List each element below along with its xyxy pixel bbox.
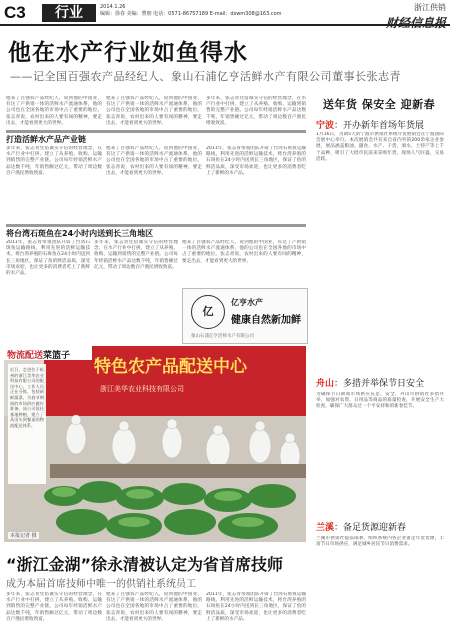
paper-name: 财经信息报 — [385, 16, 446, 30]
page-header — [0, 0, 450, 30]
section-rule — [6, 224, 306, 227]
article-paragraph: 多年来，张志青凭借诚实守信的经营理念，在水产行业中打拼，建立了从养殖、收购、运输到销售的完整产业链。公司每年经销活鲜水产品达数千吨，年销售额过亿元，带动了周边数百户渔民增收致富。 — [6, 146, 102, 176]
header-meta — [100, 4, 282, 18]
section-heading: 打造活鲜水产品产业链 — [6, 135, 86, 144]
article-paragraph: 2011年，张志青带领团队开辟了台湾石斑鱼运输路线，利用先进的活鲜运输技术，将台湾养殖的石斑鱼在24小时内送到长三角地区，保证了鱼的鲜活品质，深受市场欢迎，也让更多的消费者吃上了新鲜的水产品。 — [206, 146, 306, 176]
region-label: 浙江供销 — [414, 3, 446, 12]
editor-info: 编辑：徐春 美编：曹朋 电话：0571-86757189 E-mail：dswm308@163.com — [100, 11, 282, 17]
article-paragraph: 他来了百强农产品经纪人，说到他的中国业，有这了产供销一体的活鲜水产流通体系，他的公司也在全国各地的市场中占了重要的地位。张志青说，农村出来的人要有闯的精神，要走出去，才能看到更大的世界。 — [106, 146, 202, 176]
city-name: 宁波 — [316, 121, 335, 131]
article-paragraph: 他来了百强农产品经纪人，说到他的中国业，有这了产供销一体的活鲜水产流通体系，他的公司也在全国各地的市场中占了重要的地位。张志青说，农村出来的人要有闯的精神，要走出去，才能看到更大的世界。 — [6, 96, 102, 126]
headline-text: 备足货源迎新春 — [343, 523, 407, 533]
photo-credit: 本报记者 摄 — [10, 533, 37, 539]
bottom-headline: “浙江金湖”徐永清被认定为省首席技师 — [6, 555, 284, 574]
section-heading: 将台湾石斑鱼在24小时内送到长三角地区 — [6, 229, 154, 238]
article-paragraph: 1月16日，为期5天的宁波市供销社系统年货展销会在宁波国际会展中心举行。本次展销会共有来自省内外的200余家企业参展，展品涵盖粮油、副食、水产、干货、酒水、土特产等上千个品种，吸引了大批市民前来采购年货，现场人气旺盛，交易活跃。 — [316, 132, 444, 162]
news-headline-lanxi: 兰溪：备足货源迎新春 — [316, 523, 407, 533]
section-rule — [6, 130, 306, 133]
main-headline: 他在水产行业如鱼得水 — [8, 40, 248, 66]
article-paragraph: 兰溪市供销社提前部署，组织系统内各企业备足年货货源，丰富节日市场供应，满足城乡居民节日消费需求。 — [316, 536, 444, 548]
advertisement — [182, 288, 308, 344]
article-paragraph: 多年来，张志青凭借诚实守信的经营理念，在水产行业中打拼，建立了从养殖、收购、运输到销售的完整产业链。公司每年经销活鲜水产品达数千吨，年销售额过亿元，带动了周边数百户渔民增收致富。 — [94, 240, 178, 270]
article-paragraph: 他来了百强农产品经纪人，说到他的中国业，有这了产供销一体的活鲜水产流通体系，他的公司也在全国各地的市场中占了重要的地位。张志青说，农村出来的人要有闯的精神，要走出去，才能看到更大的世界。 — [182, 240, 306, 264]
article-paragraph: 他来了百强农产品经纪人，说到他的中国业，有这了产供销一体的活鲜水产流通体系，他的公司也在全国各地的市场中占了重要的地位。张志青说，农村出来的人要有闯的精神，要走出去，才能看到更大的世界。 — [106, 96, 202, 126]
article-paragraph: 他来了百强农产品经纪人，说到他的中国业，有这了产供销一体的活鲜水产流通体系，他的公司也在全国各地的市场中占了重要的地位。张志青说，农村出来的人要有闯的精神，要走出去，才能看到更大的世界。 — [106, 592, 202, 622]
article-paragraph: 多年来，张志青凭借诚实守信的经营理念，在水产行业中打拼，建立了从养殖、收购、运输到销售的完整产业链。公司每年经销活鲜水产品达数千吨，年销售额过亿元，带动了周边数百户渔民增收致富。 — [206, 96, 306, 126]
paper-masthead — [386, 2, 446, 31]
ad-company: 象山石浦亿亨活鲜水产有限公司 — [191, 334, 254, 339]
news-headline-ningbo: 宁波：开办新年首场年货展 — [316, 121, 425, 131]
page-code: C3 — [4, 3, 26, 22]
article-paragraph: 2011年，张志青带领团队开辟了台湾石斑鱼运输路线，利用先进的活鲜运输技术，将台湾养殖的石斑鱼在24小时内送到长三角地区，保证了鱼的鲜活品质，深受市场欢迎，也让更多的消费者吃上了新鲜的水产品。 — [206, 592, 306, 622]
article-paragraph: 为确保节日期间市场供应充足、安全，舟山市供销社多措并举，加强对农资、日用品等商品的质量检查，开展安全生产大检查，确保广大群众过一个平安祥和的新春佳节。 — [316, 392, 444, 410]
photo-caption-box — [8, 364, 46, 484]
section-label: 行业 — [42, 4, 96, 22]
ad-slogan: 健康自然新加鲜 — [231, 315, 301, 326]
headline-text: 开办新年首场年货展 — [343, 121, 425, 131]
city-name: 舟山 — [316, 379, 335, 389]
news-headline-zhoushan: 舟山：多措并举保节日安全 — [316, 379, 425, 389]
article-paragraph: 2011年，张志青带领团队开辟了台湾石斑鱼运输路线，利用先进的活鲜运输技术，将台湾养殖的石斑鱼在24小时内送到长三角地区，保证了鱼的鲜活品质，深受市场欢迎，也让更多的消费者吃上了新鲜的水产品。 — [6, 240, 90, 277]
news-photo — [4, 346, 306, 542]
banner-title: 特色农产品配送中心 — [94, 357, 247, 377]
article-paragraph: 多年来，张志青凭借诚实守信的经营理念，在水产行业中打拼，建立了从养殖、收购、运输到销售的完整产业链。公司每年经销活鲜水产品达数千吨，年销售额过亿元，带动了周边数百户渔民增收致富。 — [6, 592, 102, 622]
column-slogan: 送年货 保安全 迎新春 — [322, 98, 436, 111]
bottom-subheadline: 成为本届首席技师中唯一的供销社系统员工 — [6, 579, 196, 590]
subheadline: ——记全国百强农产品经纪人、象山石浦亿亨活鲜水产有限公司董事长张志青 — [10, 70, 401, 83]
company-logo: 亿 — [191, 295, 225, 329]
photo-headline-red: 物流配送 — [7, 351, 44, 361]
photo-caption: 近日，走进位于杭州的浙江美华农业科技有限公司的配送中心，工作人员正在分拣、包装新鲜蔬菜，为春节期间的市场供应做好准备。该公司依托基地种植，建立了从田头到餐桌的物流配送体系。 — [10, 367, 44, 428]
photo-headline — [4, 346, 92, 360]
banner-company: 浙江美华农业科技有限公司 — [100, 385, 184, 393]
ad-brand: 亿亨水产 — [231, 297, 263, 307]
issue-date: 2014.1.26 — [100, 4, 126, 10]
photo-headline-rest: 菜篮子 — [43, 351, 71, 361]
right-column — [312, 86, 446, 640]
headline-text: 多措并举保节日安全 — [343, 379, 425, 389]
city-name: 兰溪 — [316, 523, 335, 533]
